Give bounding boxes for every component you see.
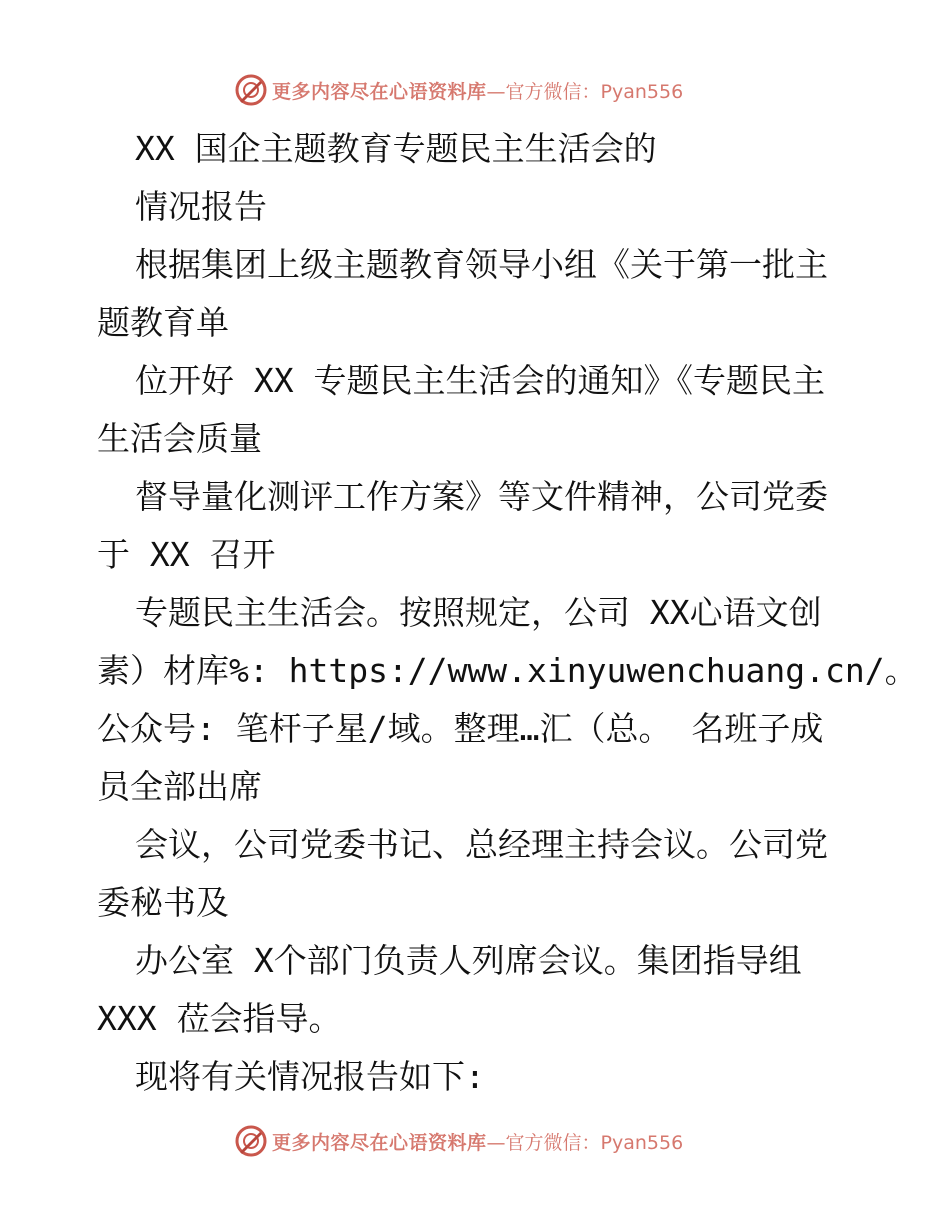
paragraph-line: 根据集团上级主题教育领导小组《关于第一批主 (135, 245, 828, 284)
watermark-contact: —官方微信：Pyan556 (486, 1131, 684, 1154)
logo-icon (234, 73, 268, 107)
footer-watermark (0, 1121, 950, 1161)
paragraph-line: 位开好 XX 专题民主生活会的通知》《专题民主 (135, 361, 825, 400)
paragraph-line: 现将有关情况报告如下: (135, 1057, 485, 1096)
watermark-text: 更多内容尽在心语资料库 (272, 1131, 487, 1154)
paragraph-line: 会议，公司党委书记、总经理主持会议。公司党 (135, 825, 828, 864)
paragraph-line: 公众号: 笔杆子星/域。整理…汇（总。 名班子成 (97, 709, 824, 748)
watermark-contact: —官方微信：Pyan556 (486, 80, 684, 103)
paragraph-line: XXX 莅会指导。 (97, 999, 342, 1038)
paragraph-line: 生活会质量 (97, 419, 262, 458)
paragraph-line: 委秘书及 (97, 883, 229, 922)
paragraph-line: 题教育单 (97, 303, 229, 342)
header-watermark (0, 70, 950, 110)
paragraph-line: 于 XX 召开 (97, 535, 276, 574)
paragraph-line: 专题民主生活会。按照规定，公司 XX心语文创 (135, 593, 822, 632)
paragraph-line: 督导量化测评工作方案》等文件精神，公司党委 (135, 477, 828, 516)
paragraph-line: 素）材库%: https://www.xinyuwenchuang.cn/。 (97, 651, 918, 690)
document-title: XX 国企主题教育专题民主生活会的 (135, 129, 657, 168)
watermark-text: 更多内容尽在心语资料库 (272, 80, 487, 103)
logo-icon (234, 1124, 268, 1158)
paragraph-line: 办公室 X个部门负责人列席会议。集团指导组 (135, 941, 802, 980)
document-title-cont: 情况报告 (135, 187, 267, 226)
paragraph-line: 员全部出席 (97, 767, 262, 806)
